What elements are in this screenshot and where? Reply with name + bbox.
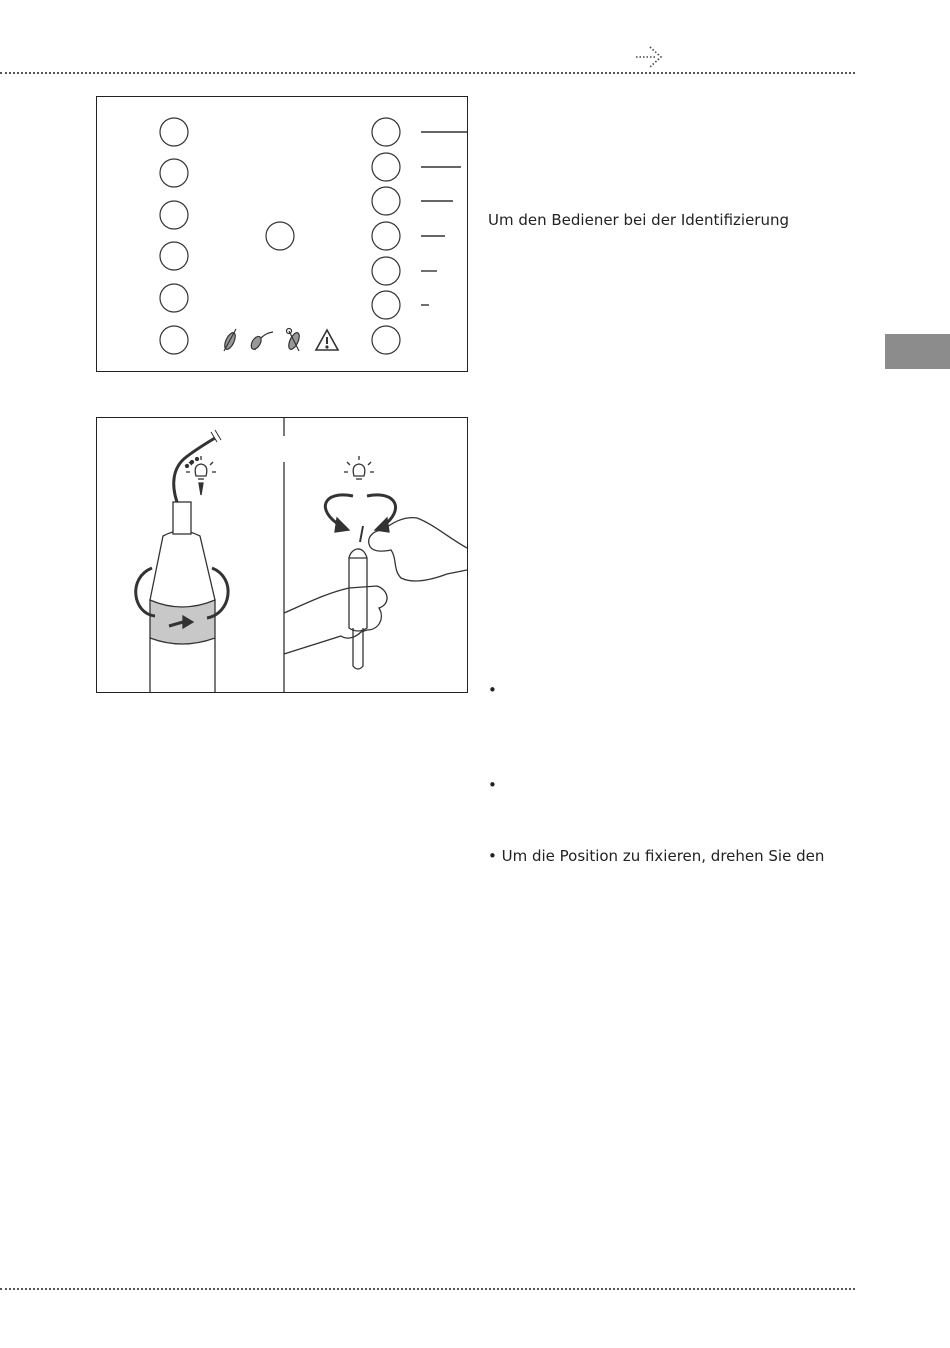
- left-button-column: [160, 118, 188, 354]
- curved-tip-icon: [249, 332, 273, 351]
- level-led: [372, 187, 400, 215]
- level-led: [372, 153, 400, 181]
- identification-text: Um den Bediener bei der Identifizierung: [488, 211, 790, 229]
- rotation-arrow-icon: [325, 495, 395, 532]
- chapter-side-tab: [885, 334, 950, 369]
- right-button-column: [372, 118, 400, 354]
- bullet-item: •: [488, 776, 497, 794]
- dotted-arrow-right-icon: [634, 44, 664, 70]
- bullet-item-fix-position: • Um die Position zu fixieren, drehen Sie den: [488, 847, 825, 865]
- tip-icon: [223, 329, 238, 351]
- panel-button: [160, 326, 188, 354]
- level-led: [372, 326, 400, 354]
- lightbulb-icon: [344, 456, 374, 479]
- bullet-item: •: [488, 681, 497, 699]
- level-bars: [421, 132, 467, 305]
- level-led: [372, 291, 400, 319]
- hands-illustration: [284, 518, 467, 669]
- level-led: [372, 118, 400, 146]
- handpiece-figure: [96, 417, 468, 693]
- top-dotted-rule: [0, 72, 855, 74]
- handpiece-illustration: [150, 430, 221, 692]
- level-led: [372, 222, 400, 250]
- panel-button: [160, 118, 188, 146]
- panel-button: [160, 159, 188, 187]
- level-led: [372, 257, 400, 285]
- panel-button: [160, 242, 188, 270]
- panel-button: [160, 201, 188, 229]
- wrench-tip-icon: [287, 329, 302, 352]
- bottom-dotted-rule: [0, 1288, 855, 1290]
- warning-triangle-icon: [316, 330, 338, 350]
- control-panel-figure: [96, 96, 468, 372]
- center-button: [266, 222, 294, 250]
- panel-button: [160, 284, 188, 312]
